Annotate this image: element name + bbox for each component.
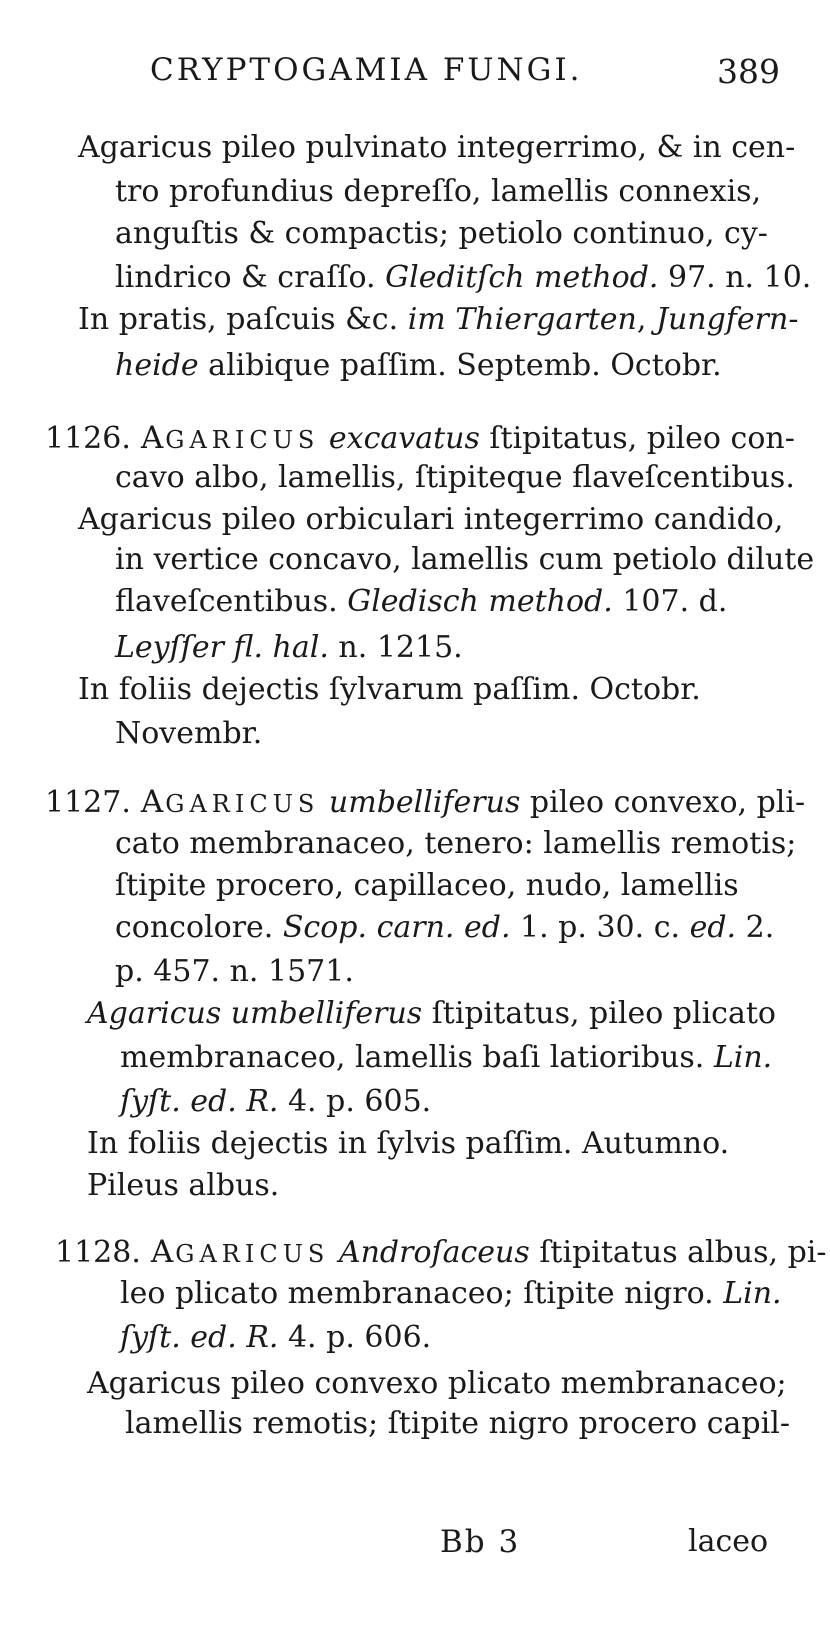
- entry-number: 1127.: [45, 785, 131, 820]
- entry-line: [120, 1318, 431, 1358]
- text-run: tro profundius depreſſo, lamellis connexis,: [115, 174, 762, 209]
- text-run: cavo albo, lamellis, ſtipiteque flaveſcentibus.: [115, 460, 795, 495]
- italic-citation: heide: [115, 348, 199, 383]
- page-number: 389: [717, 52, 780, 91]
- text-run: 97. n. 10.: [658, 260, 812, 295]
- entry-line: [78, 670, 701, 710]
- italic-citation: Jungfern-: [655, 302, 799, 337]
- entry-line: [45, 418, 795, 460]
- text-run: cato membranaceo, tenero: lamellis remotis;: [115, 826, 797, 861]
- genus-rest: GARICUS: [165, 790, 320, 818]
- entry-line: [87, 994, 776, 1034]
- text-line: [115, 346, 722, 386]
- text-run: 4. p. 605.: [278, 1084, 432, 1119]
- genus-initial: A: [140, 784, 166, 820]
- text-run: flaveſcentibus.: [115, 584, 348, 619]
- text-run: lindrico & craſſo.: [115, 260, 386, 295]
- italic-citation: Androſaceus: [338, 1235, 530, 1270]
- italic-citation: im Thiergarten: [407, 302, 637, 337]
- entry-line: [115, 908, 774, 948]
- text-run: concolore.: [115, 910, 283, 945]
- italic-citation: ſyſt. ed. R.: [120, 1320, 279, 1355]
- text-run: ſtipitatus, pileo con-: [479, 421, 795, 456]
- entry-line: [87, 1364, 787, 1404]
- text-line: [78, 300, 798, 340]
- genus-name: [140, 420, 320, 456]
- entry-line: [125, 1404, 790, 1444]
- entry-number: 1126.: [45, 421, 131, 456]
- text-run: lamellis remotis; ſtipite nigro procero capil-: [125, 1406, 790, 1441]
- text-run: Pileus albus.: [87, 1168, 280, 1203]
- italic-citation: ſyſt. ed. R.: [120, 1084, 279, 1119]
- text-run: p. 457. n. 1571.: [115, 954, 354, 989]
- entry-line: [87, 1166, 279, 1206]
- italic-citation: Agaricus umbelliferus: [87, 996, 423, 1031]
- entry-line: [120, 1038, 772, 1078]
- entry-line: [115, 458, 795, 498]
- text-run: alibique paſſim. Septemb. Octobr.: [198, 348, 722, 383]
- text-run: ſtipitatus albus, pi-: [529, 1235, 827, 1270]
- text-run: 107. d.: [612, 584, 728, 619]
- page-footer: [0, 1524, 830, 1574]
- running-title: CRYPTOGAMIA FUNGI.: [150, 52, 583, 88]
- text-run: In pratis, paſcuis &c.: [78, 302, 408, 337]
- text-line: [115, 172, 761, 212]
- genus-initial: A: [140, 420, 166, 456]
- entry-line: [115, 866, 739, 906]
- italic-citation: Gleditſch method.: [385, 260, 659, 295]
- text-line: [115, 214, 768, 254]
- text-run: pileo convexo, pli-: [520, 785, 806, 820]
- entry-line: [55, 1232, 827, 1274]
- text-run: 4. p. 606.: [278, 1320, 432, 1355]
- text-run: In foliis dejectis ſylvarum paſſim. Octobr.: [78, 672, 701, 707]
- text-run: membranaceo, lamellis baſi latioribus.: [120, 1040, 714, 1075]
- entry-line: [78, 500, 783, 540]
- italic-citation: Gledisch method.: [347, 584, 613, 619]
- text-run: Agaricus pileo orbiculari integerrimo candido,: [78, 502, 784, 537]
- entry-line: [115, 582, 727, 622]
- text-run: Agaricus pileo convexo plicato membranaceo;: [87, 1366, 787, 1401]
- text-run: In foliis dejectis in ſylvis paſſim. Autumno.: [87, 1126, 730, 1161]
- italic-citation: ed.: [689, 910, 737, 945]
- catchword: laceo: [688, 1524, 769, 1559]
- text-line: [115, 258, 811, 298]
- entry-line: [115, 824, 796, 864]
- italic-citation: excavatus: [328, 421, 480, 456]
- entry-line: [115, 628, 463, 668]
- text-run: in vertice concavo, lamellis cum petiolo dilute: [115, 542, 815, 577]
- text-run: n. 1215.: [328, 630, 463, 665]
- genus-rest: GARICUS: [175, 1240, 330, 1268]
- text-run: 2.: [736, 910, 775, 945]
- text-run: Novembr.: [115, 716, 263, 751]
- text-run: leo plicato membranaceo; ſtipite nigro.: [120, 1276, 724, 1311]
- italic-citation: Lin.: [713, 1040, 773, 1075]
- text-line: [78, 128, 795, 168]
- entry-number: 1128.: [55, 1235, 141, 1270]
- text-run: 1. p. 30. c.: [510, 910, 690, 945]
- italic-citation: Scop. carn. ed.: [282, 910, 511, 945]
- genus-name: [140, 784, 320, 820]
- genus-rest: GARICUS: [165, 426, 320, 454]
- genus-name: [150, 1234, 330, 1270]
- running-header: [150, 52, 780, 102]
- italic-citation: Leyſſer fl. hal.: [115, 630, 329, 665]
- text-run: Agaricus pileo pulvinato integerrimo, & in cen-: [78, 130, 796, 165]
- text-run: ſtipitatus, pileo plicato: [422, 996, 776, 1031]
- text-run: ſtipite procero, capillaceo, nudo, lamellis: [115, 868, 739, 903]
- entry-line: [45, 782, 805, 824]
- genus-initial: A: [150, 1234, 176, 1270]
- entry-line: [120, 1274, 782, 1314]
- entry-line: [115, 952, 354, 992]
- text-run: anguſtis & compactis; petiolo continuo, cy-: [115, 216, 768, 251]
- entry-line: [115, 540, 814, 580]
- entry-line: [87, 1124, 729, 1164]
- italic-citation: Lin.: [723, 1276, 782, 1311]
- entry-line: [120, 1082, 431, 1122]
- entry-line: [115, 714, 262, 754]
- text-run: ,: [636, 302, 656, 337]
- signature-mark: Bb 3: [440, 1524, 521, 1560]
- italic-citation: umbelliferus: [328, 785, 521, 820]
